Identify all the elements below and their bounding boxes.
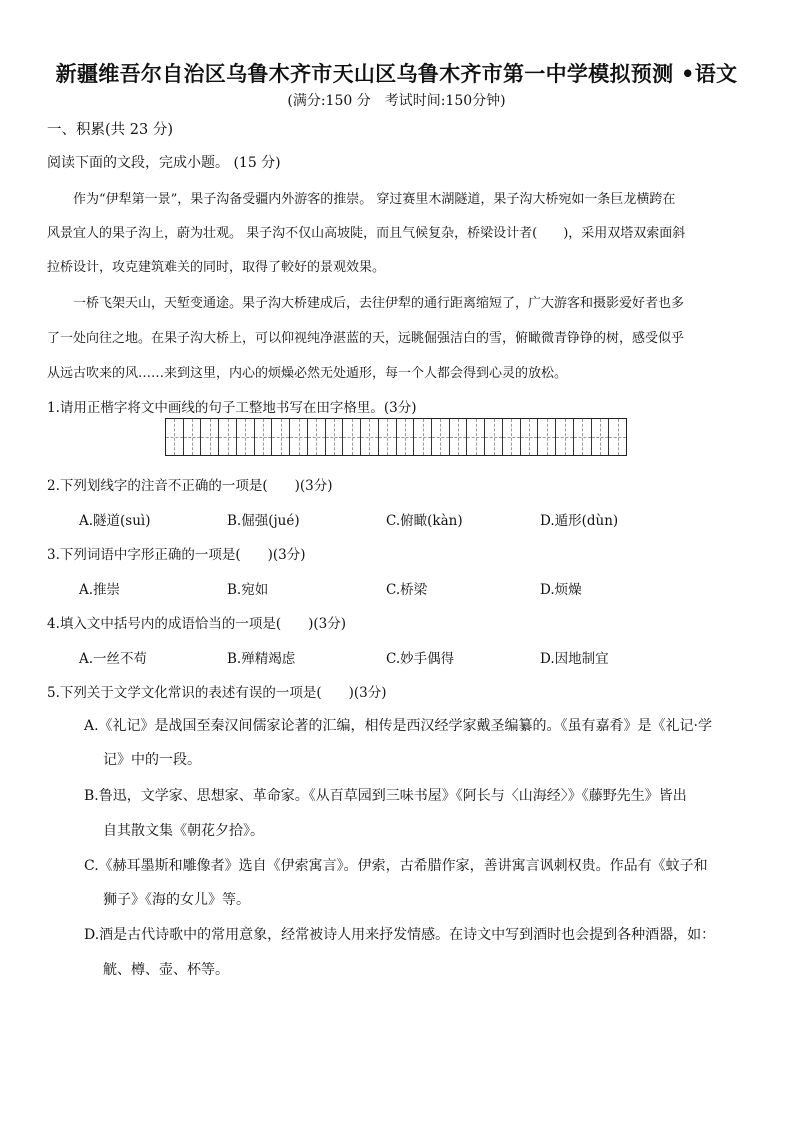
grid-cell[interactable] [379, 419, 397, 455]
grid-cell[interactable] [414, 419, 432, 455]
grid-cell[interactable] [556, 419, 574, 455]
q2-option-c[interactable]: C.俯瞰(kàn) [386, 513, 463, 529]
grid-cell[interactable] [343, 419, 361, 455]
grid-cell[interactable] [219, 419, 237, 455]
passage-line: 从远古吹来的风……来到这里，内心的烦燥必然无处遁形，每一个人都会得到心灵的放松。 [47, 366, 568, 381]
grid-cell[interactable] [308, 419, 326, 455]
grid-cell[interactable] [397, 419, 415, 455]
exam-subtitle: (满分:150 分 考试时间:150分钟) [287, 93, 506, 109]
grid-cell[interactable] [574, 419, 592, 455]
q5-option-b-cont: 自其散文集《朝花夕拾》。 [103, 823, 264, 839]
q5-option-c-cont: 狮子》《海的女儿》等。 [103, 892, 250, 908]
passage-line: 一桥飞架天山，天堑变通途。果子沟大桥建成后，去往伊犁的通行距离缩短了，广大游客和摄影爱好者也多 [47, 296, 685, 311]
q3-option-c[interactable]: C.桥梁 [386, 582, 428, 598]
grid-cell[interactable] [467, 419, 485, 455]
reading-instruction: 阅读下面的文段，完成小题。 (15 分) [47, 155, 281, 171]
q3-option-b[interactable]: B.宛如 [227, 582, 269, 598]
grid-cell[interactable] [485, 419, 503, 455]
section-heading: 一、积累(共 23 分) [47, 122, 173, 138]
passage-line: 了一处向往之地。在果子沟大桥上，可以仰视纯净湛蓝的天，远眺倔强洁白的雪，俯瞰微青铮铮的树，感受似乎 [47, 331, 685, 346]
q5-option-b[interactable]: B.鲁迅，文学家、思想家、革命家。《从百草园到三味书屋》《阿长与〈山海经〉》《藤野先生》皆出 [84, 788, 687, 804]
passage-line: 风景宜人的果子沟上，蔚为壮观。 果子沟不仅山高坡陡，而且气候复杂，桥梁设计者( )，采用双塔双索面斜 [47, 226, 686, 241]
question-3: 3.下列词语中字形正确的一项是( )(3分) [47, 547, 306, 563]
q3-option-d[interactable]: D.烦燥 [540, 582, 582, 598]
q5-option-d-cont: 觥、樽、壶、杯等。 [103, 962, 229, 978]
grid-cell[interactable] [166, 419, 184, 455]
question-2: 2.下列划线字的注音不正确的一项是( )(3分) [47, 478, 333, 494]
grid-cell[interactable] [592, 419, 610, 455]
question-5: 5.下列关于文学文化常识的表述有误的一项是( )(3分) [47, 685, 387, 701]
q2-option-b[interactable]: B.倔强(jué) [227, 513, 300, 529]
grid-cell[interactable] [272, 419, 290, 455]
q4-option-b[interactable]: B.殚精竭虑 [227, 651, 296, 667]
grid-cell[interactable] [290, 419, 308, 455]
question-1: 1.请用正楷字将文中画线的句子工整地书写在田字格里。(3分) [47, 400, 417, 416]
q2-option-d[interactable]: D.遁形(dùn) [540, 513, 619, 529]
q4-option-a[interactable]: A.一丝不苟 [79, 651, 148, 667]
q3-option-a[interactable]: A.推崇 [79, 582, 121, 598]
grid-cell[interactable] [521, 419, 539, 455]
q4-option-c[interactable]: C.妙手偶得 [386, 651, 455, 667]
q4-option-d[interactable]: D.因地制宜 [540, 651, 609, 667]
writing-grid[interactable] [165, 418, 627, 456]
passage-line: 拉桥设计，攻克建筑难关的同时，取得了較好的景观效果。 [47, 260, 386, 275]
grid-cell[interactable] [538, 419, 556, 455]
q2-option-a[interactable]: A.隧道(suì) [79, 513, 151, 529]
grid-cell[interactable] [255, 419, 273, 455]
q5-option-a[interactable]: A.《礼记》是战国至秦汉间儒家论著的汇编，相传是西汉经学家戴圣编纂的。《虽有嘉肴》是《礼记·学 [84, 718, 713, 734]
grid-cell[interactable] [609, 419, 626, 455]
q5-option-c[interactable]: C.《赫耳墨斯和雕像者》选自《伊索寓言》。伊索，古希腊作家，善讲寓言讽刺权贵。作品有《蚊子和 [84, 858, 708, 874]
grid-cell[interactable] [184, 419, 202, 455]
grid-cell[interactable] [326, 419, 344, 455]
grid-cell[interactable] [201, 419, 219, 455]
q5-option-d[interactable]: D.酒是古代诗歌中的常用意象，经常被诗人用来抒发情感。在诗文中写到酒时也会提到各种酒器，如： [84, 927, 716, 943]
grid-cell[interactable] [361, 419, 379, 455]
q5-option-a-cont: 记》中的一段。 [103, 752, 201, 768]
grid-cell[interactable] [432, 419, 450, 455]
grid-cell[interactable] [503, 419, 521, 455]
question-4: 4.填入文中括号内的成语恰当的一项是( )(3分) [47, 616, 347, 632]
grid-cell[interactable] [237, 419, 255, 455]
exam-title: 新疆维吾尔自治区乌鲁木齐市天山区乌鲁木齐市第一中学模拟预测 •语文 [55, 61, 738, 86]
passage-line: 作为“伊犁第一景”，果子沟备受疆内外游客的推崇。 穿过赛里木湖隧道，果子沟大桥宛如一条巨龙横跨在 [47, 192, 676, 207]
grid-cell[interactable] [450, 419, 468, 455]
